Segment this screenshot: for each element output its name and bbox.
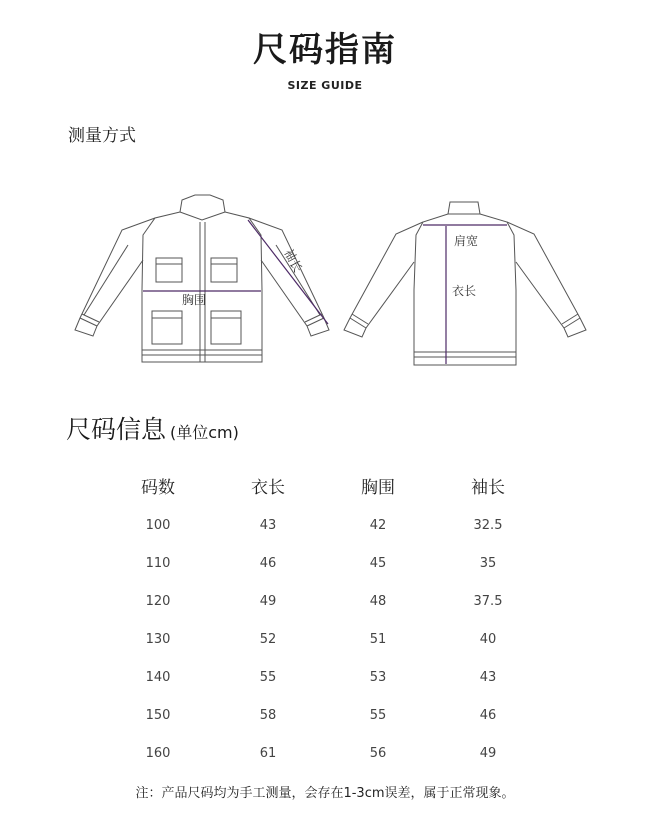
- cell-chest: 51: [369, 631, 387, 647]
- cell-length: 61: [259, 745, 277, 761]
- size-table: [103, 464, 543, 772]
- page-subtitle: SIZE GUIDE: [287, 79, 363, 92]
- cell-size: 120: [145, 593, 171, 609]
- cell-length: 58: [259, 707, 277, 723]
- cell-size: 130: [145, 631, 171, 647]
- cell-length: 52: [259, 631, 277, 647]
- table-row: [103, 582, 543, 620]
- cell-size: 110: [145, 555, 171, 571]
- cell-size: 100: [145, 517, 171, 533]
- size-info-title: 尺码信息: [66, 415, 167, 444]
- cell-sleeve: 49: [479, 745, 497, 761]
- cell-size: 150: [145, 707, 171, 723]
- cell-chest: 48: [369, 593, 387, 609]
- jacket-drawings: [0, 190, 650, 380]
- cell-size: 160: [145, 745, 171, 761]
- measure-heading: 测量方式: [68, 126, 136, 146]
- table-row: [103, 506, 543, 544]
- cell-chest: 56: [369, 745, 387, 761]
- jacket-back-drawing: [338, 190, 593, 375]
- table-header-row: [103, 464, 543, 506]
- table-row: [103, 620, 543, 658]
- chest-label: 胸围: [182, 293, 207, 307]
- cell-sleeve: 37.5: [473, 593, 503, 609]
- cell-size: 140: [145, 669, 171, 685]
- col-header-sleeve: 袖长: [471, 477, 505, 498]
- unit-label: (单位cm): [170, 423, 239, 442]
- cell-chest: 45: [369, 555, 387, 571]
- cell-chest: 53: [369, 669, 387, 685]
- cell-sleeve: 35: [479, 555, 497, 571]
- cell-chest: 42: [369, 517, 387, 533]
- cell-sleeve: 43: [479, 669, 497, 685]
- cell-length: 43: [259, 517, 277, 533]
- length-label: 衣长: [452, 284, 477, 298]
- size-info-heading: [66, 410, 239, 446]
- table-row: [103, 734, 543, 772]
- table-row: [103, 658, 543, 696]
- cell-sleeve: 40: [479, 631, 497, 647]
- page-title: 尺码指南: [253, 30, 397, 70]
- table-row: [103, 544, 543, 582]
- shoulder-label: 肩宽: [454, 234, 479, 248]
- cell-length: 49: [259, 593, 277, 609]
- col-header-size: 码数: [141, 477, 175, 498]
- cell-chest: 55: [369, 707, 387, 723]
- table-row: [103, 696, 543, 734]
- cell-length: 55: [259, 669, 277, 685]
- col-header-length: 衣长: [251, 477, 285, 498]
- cell-sleeve: 46: [479, 707, 497, 723]
- cell-length: 46: [259, 555, 277, 571]
- jacket-front-drawing: [70, 190, 335, 375]
- cell-sleeve: 32.5: [473, 517, 503, 533]
- col-header-chest: 胸围: [361, 477, 395, 498]
- footnote: 注：产品尺码均为手工测量，会存在1-3cm误差，属于正常现象。: [135, 786, 515, 801]
- sleeve-label: 袖长: [281, 246, 305, 275]
